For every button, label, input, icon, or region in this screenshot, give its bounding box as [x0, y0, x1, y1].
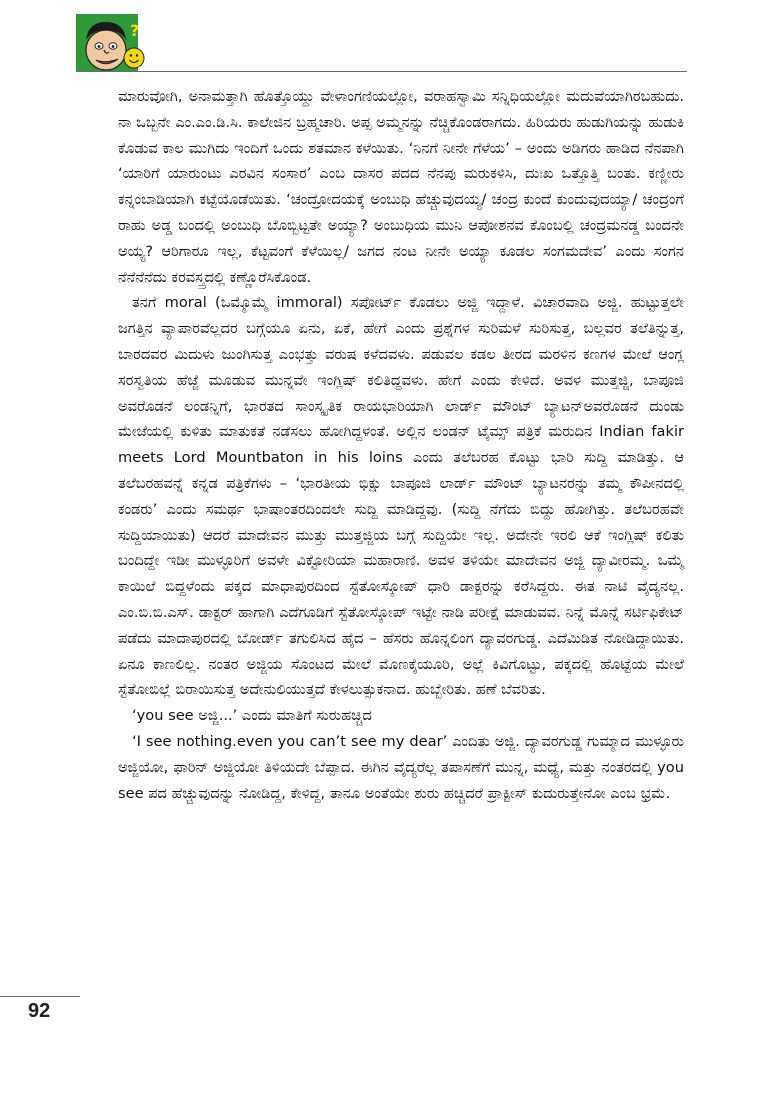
page-number: 92 — [28, 1000, 51, 1022]
paragraph: ‘you see ಅಜ್ಜಿ...’ ಎಂದು ಮಾತಿಗೆ ಸುರುಹಚ್ಚಿದ — [132, 707, 372, 725]
paragraph: ತನಗೆ moral (ಒಮ್ಮೊಮ್ಮೆ immoral) ಸಪೋರ್ಟ್ ಕೊಡಲು ಅಜ್ಜಿ ಇದ್ದಾಳೆ. ವಿಚಾರವಾದಿ ಅಜ್ಜಿ. ಹುಟ್ಟುತ್ತಲೇ ಜಗತ್ತಿನ ವ್ಯಾಪಾರವೆಲ್ಲದರ ಬಗ್ಗೆಯೂ ಏನು, ಏಕೆ, ಹೇಗೆ ಎಂದು ಪ್ರಶ್ನೆಗಳ ಸುರಿಮಳೆ ಸುರಿಸುತ್ತ, ಬಲ್ಲವರ ತಲೆತಿನ್ನುತ್ತ, ಬಾರದವರ ಮಿದುಳು ಜುಂಗಿಸುತ್ತ ಎಂಭತ್ತು ವರುಷ ಕಳೆದವಳು. ಪಡುವಲ ಕಡಲ ತೀರದ ಮರಳಿನ ಕಣಗಳ ಮೇಲೆ ಆಂಗ್ಲ ಸರಸ್ವತಿಯ ಹೆಜ್ಜೆ ಮೂಡುವ ಮುನ್ನವೇ ಇಂಗ್ಲಿಷ್ ಕಲಿತಿದ್ದವಳು. ಹೇಗೆ ಎಂದು ಕೇಳಿದೆ. ಅವಳ ಮುತ್ತಜ್ಜಿ, ಬಾಪೂಜಿ ಅವರೊಡನೆ ಲಂಡನ್ನಿಗೆ, ಭಾರತದ ಸಾಂಸ್ಕೃತಿಕ ರಾಯಭಾರಿಯಾಗಿ ಲಾರ್ಡ್ ಮೌಂಟ್ ಬ್ಯಾಟನ್ಅವರೊಡನೆ ದುಂಡು ಮೇಜೆಯಲ್ಲಿ ಕುಳಿತು ಮಾತುಕತೆ ನಡೆಸಲು ಹೋಗಿದ್ದಳಂತೆ. ಅಲ್ಲಿನ ಲಂಡನ್ ಟೈಮ್ಸ್ ಪತ್ರಿಕೆ ಮರುದಿನ Indian fakir meets Lord Mountbaton in his loins ಎಂದು ತಲೆಬರಹ ಕೊಟ್ಟು ಭಾರಿ ಸುದ್ದಿ ಮಾಡಿತ್ತು. ಆ ತಲೆಬರಹವನ್ನೆ ಕನ್ನಡ ಪತ್ರಿಕೆಗಳು – ‘ಭಾರತೀಯ ಭಿಕ್ಷು ಬಾಪೂಜಿ ಲಾರ್ಡ್ ಮೌಂಟ್ ಬ್ಯಾಟನರನ್ನು ತಮ್ಮ ಕೌಪೀನದಲ್ಲಿ ಕಂಡರು’ ಎಂದು ಸಮರ್ಥ ಭಾಷಾಂತರದಿಂದಲೇ ಸುದ್ದಿ ಮಾಡಿದ್ದವು. (ಸುದ್ದಿ ನೆಗೆದು ಬಿದ್ದು ಹೋಗಿತ್ತು. ತಲೆಬರಹವೇ ಸುದ್ದಿಯಾಯಿತು) ಆದರೆ ಮಾದೇವನ ಮುತ್ತು ಮುತ್ತಜ್ಜಿಯ ಬಗ್ಗೆ ಸುದ್ದಿಯೇ ಇಲ್ಲ. ಅದೇನೇ ಇರಲಿ ಆಕೆ ಇಂಗ್ಲಿಷ್ ಕಲಿತು ಬಂದಿದ್ದೇ ಇಡೀ ಮುಳ್ಳೂರಿಗೆ ಅವಳೇ ವಿಕ್ಟೋರಿಯಾ ಮಹಾರಾಣಿ. ಅವಳ ತಳಿಯೇ ಮಾದೇವನ ಅಜ್ಜಿ ದ್ಯಾವೀರಮ್ಮ. ಒಮ್ಮೆ ಕಾಯಿಲೆ ಬಿದ್ದಳೆಂದು ಪಕ್ಕದ ಮಾಧಾಪುರದಿಂದ ಸ್ಟೆತೋಸ್ಕೋಪ್ ಧಾರಿ ಡಾಕ್ಟರನ್ನು ಕರೆಸಿದ್ದರು. ಈತ ನಾಟಿ ವೈದ್ಯನಲ್ಲ. ಎಂ.ಬಿ.ಬಿ.ಎಸ್. ಡಾಕ್ಟರ್ ಹಾಗಾಗಿ ಎದೆಗೂಡಿಗೆ ಸ್ಟೆತೋಸ್ಕೋಪ್ ಇಟ್ಟೇ ನಾಡಿ ಪರೀಕ್ಷೆ ಮಾಡುವವ. ನಿನ್ನೆ ಮೊನ್ನೆ ಸರ್ಟಿಫಿಕೇಟ್ ಪಡೆದು ಮಾದಾಪುರದಲ್ಲಿ ಬೋರ್ಡ್ ತಗುಲಿಸಿದ ಹೈದ – ಹೆಸರು ಹೊನ್ನಲಿಂಗ ದ್ಯಾವರಗುಡ್ಡ. ಎದೆಮಿಡಿತ ನೋಡಿದ್ದಾಯಿತು. ಏನೂ ಕಾಣಲಿಲ್ಲ. ನಂತರ ಅಜ್ಜಿಯ ಸೊಂಟದ ಮೇಲೆ ಮೊಣಕೈಯೂರಿ, ಅಲ್ಲೆ ಕಿವಿಗೊಟ್ಟು, ಪಕ್ಕದಲ್ಲಿ ಹೊಟ್ಟೆಯ ಮೇಲೆ ಸ್ಟೆತೋಬಿಲ್ಲೆ ಬಿರಾಯಿಸುತ್ತ ಅದೇನುಲಿಯುತ್ತದೆ ಕೇಳಲುತ್ಸುಕನಾದ. ಹುಬ್ಬೇರಿತು. ಹಣೆ ಬೆವರಿತು. — [118, 294, 684, 699]
paragraph: ‘I see nothing.even you can’t see my dear’ ಎಂದಿತು ಅಜ್ಜಿ. ದ್ಯಾವರಗುಡ್ಡ ಗುಮ್ಮಾದ ಮುಳ್ಳೂರು ಅಜ್ಜಿಯೋ, ಫಾರಿನ್ ಅಜ್ಜಿಯೋ ತಿಳಿಯದೇ ಬೆಪ್ಪಾದ. ಈಗಿನ ವೈದ್ಯರೆಲ್ಲ ತಪಾಸಣೆಗೆ ಮುನ್ನ, ಮಧ್ಯೆ, ಮತ್ತು ನಂತರದಲ್ಲಿ you see ಪದ ಹೆಚ್ಚುವುದನ್ನು ನೋಡಿದ್ದ, ಕೇಳಿದ್ದ, ತಾನೂ ಅಂತೆಯೇ ಶುರು ಹಚ್ಚಿದರೆ ಪ್ರಾಕ್ಟೀಸ್ ಕುದುರುತ್ತೇನೋ ಎಂಬ ಭ್ರಮೆ. — [118, 732, 684, 802]
footer-rule — [0, 996, 80, 997]
cartoon-face-logo-icon — [76, 14, 148, 76]
paragraph: ಮಾರುವೋಗಿ, ಅನಾಮತ್ತಾಗಿ ಹೊತ್ತೊಯ್ದು ವೇಳಾಂಗಣಿಯಲ್ಲೋ, ವರಾಹಸ್ವಾಮಿ ಸನ್ನಿಧಿಯಲ್ಲೋ ಮದುವೆಯಾಗಿರಬಹುದು. ನಾ ಒಬ್ಬನೇ ಎಂ.ಎಂ.ಡಿ.ಸಿ. ಕಾಲೇಜಿನ ಬ್ರಹ್ಮಚಾರಿ. ಅಪ್ಪ ಅಮ್ಮನನ್ನು ನೆಚ್ಚಿಕೊಂಡರಾಗದು. ಹಿರಿಯರು ಹುಡುಗಿಯನ್ನು ಹುಡುಕಿ ಕೊಡುವ ಕಾಲ ಮುಗಿದು ಇಂದಿಗೆ ಒಂದು ಶತಮಾನ ಕಳೆಯಿತು. ‘ನಿನಗೆ ನೀನೇ ಗೆಳೆಯ’ – ಅಂದು ಅಡಿಗರು ಹಾಡಿದ ನೆನಪಾಗಿ ‘ಯಾರಿಗೆ ಯಾರುಂಟು ಎರವಿನ ಸಂಸಾರ’ ಎಂಬ ದಾಸರ ಪದದ ನೆನಪು ಮರುಕಳಿಸಿ, ದುಃಖ ಒತ್ತೊತ್ತಿ ಬಂತು. ಕಣ್ಣೀರು ಕನ್ನಂಬಾಡಿಯಾಗಿ ಕಟ್ಟೆಯೊಡೆಯಿತು. ‘ಚಂದ್ರೋದಯಕ್ಕೆ ಅಂಬುಧಿ ಹೆಚ್ಚುವುದಯ್ಯ/ ಚಂದ್ರ ಕುಂದೆ ಕುಂದುವುದಯ್ಯಾ/ ಚಂದ್ರಂಗೆ ರಾಹು ಅಡ್ಡ ಬಂದಲ್ಲಿ ಅಂಬುಧಿ ಬೊಬ್ಬಿಟ್ಟತೇ ಅಯ್ಯಾ? ಅಂಬುಧಿಯ ಮುನಿ ಆಪೋಶನವ ಕೊಂಬಲ್ಲಿ ಚಂದ್ರಮನಡ್ಡ ಬಂದನೇ ಅಯ್ಯ? ಆರಿಗಾರೂ ಇಲ್ಲ, ಕೆಟ್ಟವಂಗೆ ಕೆಳೆಯಿಲ್ಲ/ ಜಗದ ನಂಟ ನೀನೇ ಅಯ್ಯಾ ಕೂಡಲ ಸಂಗಮದೇವ’ ಎಂದು ಸಂಗನ ನೆನೆನೆನೆದು ಕರವಸ್ತ್ರದಲ್ಲಿ ಕಣ್ಣೊರೆಸಿಕೊಂಡ. — [118, 88, 684, 286]
svg-text:?: ? — [130, 21, 140, 40]
body-text — [118, 84, 684, 806]
header-rule — [76, 71, 687, 72]
